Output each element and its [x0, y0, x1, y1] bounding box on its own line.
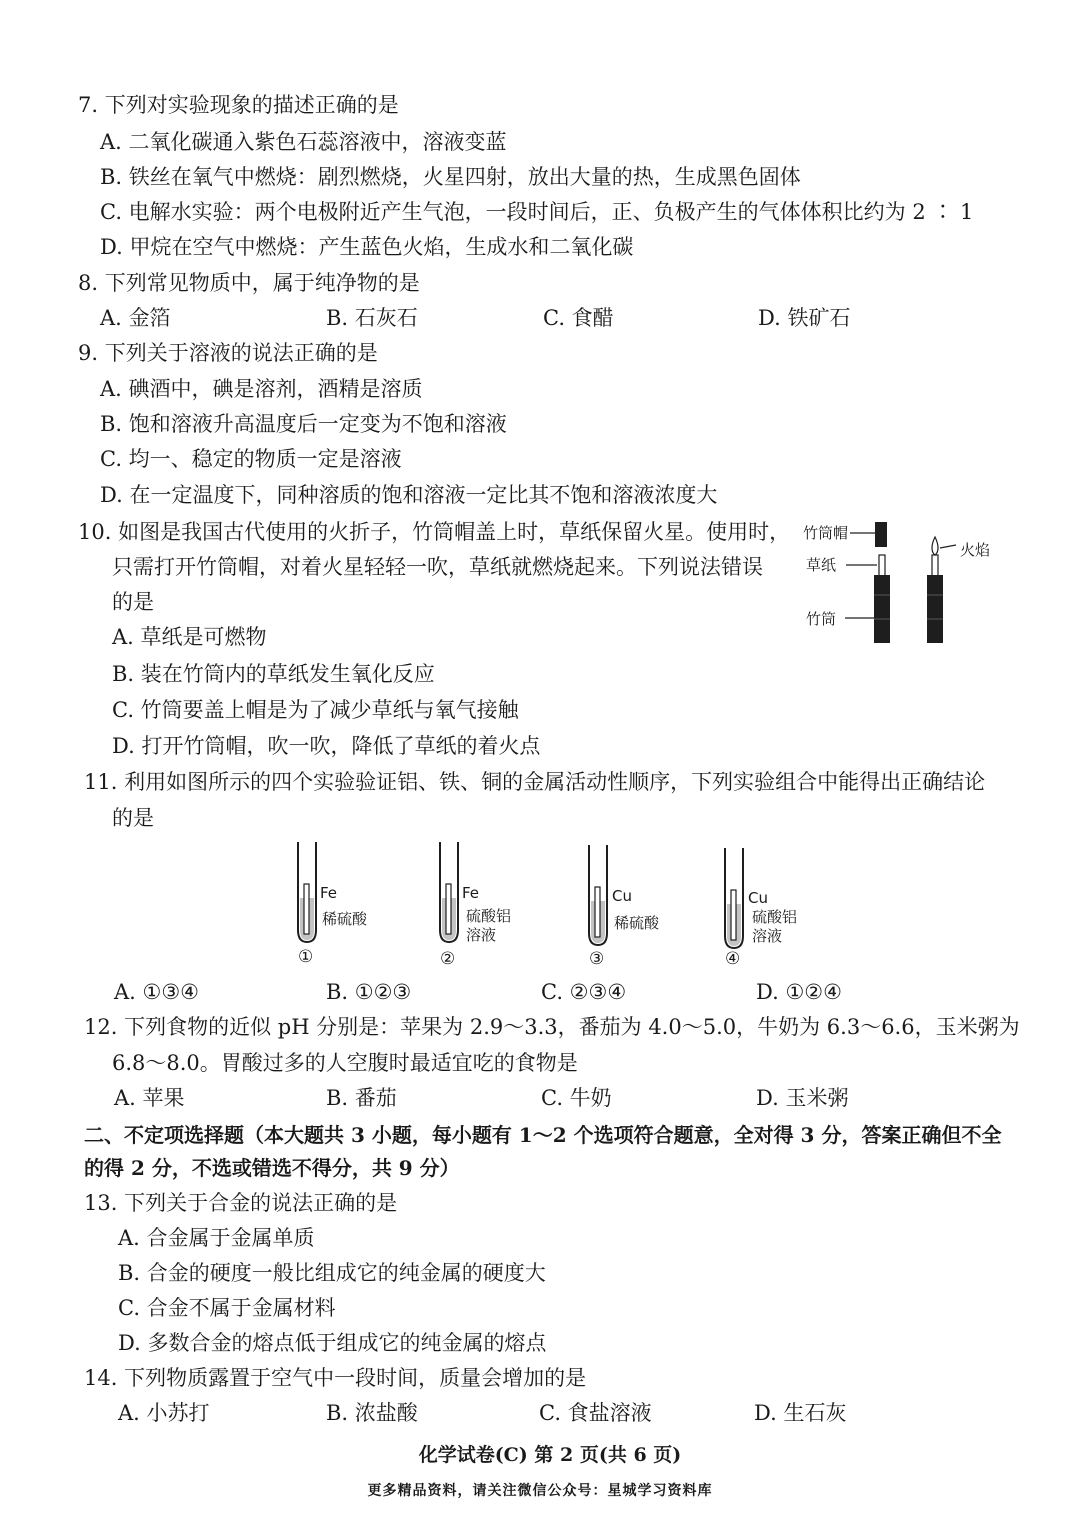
q14-option-d: D. 生石灰 — [754, 1401, 847, 1425]
bamboo-cap-icon — [875, 522, 887, 547]
q11-options — [114, 977, 1014, 1007]
q9-option-a: A. 碘酒中，碘是溶剂，酒精是溶质 — [100, 377, 423, 401]
tube-3-solution: 稀硫酸 — [614, 914, 660, 932]
bamboo-tube-icon — [874, 575, 890, 643]
q9-option-b: B. 饱和溶液升高温度后一定变为不饱和溶液 — [100, 412, 507, 436]
q12-option-a: A. 苹果 — [114, 1086, 185, 1110]
q10-option-a: A. 草纸是可燃物 — [112, 625, 267, 649]
page-footer: 化学试卷(C) 第 2 页(共 6 页) — [418, 1444, 682, 1466]
q13-option-a: A. 合金属于金属单质 — [118, 1226, 315, 1250]
q10-option-c: C. 竹筒要盖上帽是为了减少草纸与氧气接触 — [112, 698, 519, 722]
q10-stem-line-1: 10. 如图是我国古代使用的火折子，竹筒帽盖上时，草纸保留火星。使用时， — [78, 520, 791, 544]
q14-options — [118, 1398, 1018, 1428]
q13-option-b: B. 合金的硬度一般比组成它的纯金属的硬度大 — [118, 1261, 546, 1285]
q12-option-b: B. 番茄 — [326, 1086, 397, 1110]
tube-2-solution-line-2: 溶液 — [466, 926, 497, 944]
q12-option-d: D. 玉米粥 — [756, 1086, 849, 1110]
q12-stem-line-2: 6.8～8.0。胃酸过多的人空腹时最适宜吃的食物是 — [112, 1051, 578, 1075]
q7-option-a: A. 二氧化碳通入紫色石蕊溶液中，溶液变蓝 — [100, 130, 507, 154]
q14-stem: 14. 下列物质露置于空气中一段时间，质量会增加的是 — [84, 1366, 587, 1390]
tube-2-metal: Fe — [462, 884, 480, 902]
tube-4-solution-line-1: 硫酸铝 — [752, 908, 798, 926]
q7-option-c: C. 电解水实验：两个电极附近产生气泡，一段时间后，正、负极产生的气体体积比约为 2 ∶ 1 — [100, 200, 974, 224]
q13-stem: 13. 下列关于合金的说法正确的是 — [84, 1191, 398, 1215]
q13-option-d: D. 多数合金的熔点低于组成它的纯金属的熔点 — [118, 1331, 547, 1355]
q7-option-b: B. 铁丝在氧气中燃烧：剧烈燃烧，火星四射，放出大量的热，生成黑色固体 — [100, 165, 801, 189]
q12-option-c: C. 牛奶 — [541, 1086, 612, 1110]
paper-icon — [879, 555, 885, 577]
q8-options — [100, 303, 1000, 333]
q10-stem-line-2: 只需打开竹筒帽，对着火星轻轻一吹，草纸就燃烧起来。下列说法错误 — [112, 555, 763, 579]
q13-option-c: C. 合金不属于金属材料 — [118, 1296, 336, 1320]
q9-stem: 9. 下列关于溶液的说法正确的是 — [78, 341, 378, 365]
q10-option-b: B. 装在竹筒内的草纸发生氧化反应 — [112, 662, 435, 686]
tube-4-number: ④ — [725, 949, 741, 969]
q11-option-c: C. ②③④ — [541, 980, 627, 1004]
q9-option-c: C. 均一、稳定的物质一定是溶液 — [100, 447, 402, 471]
q14-option-b: B. 浓盐酸 — [326, 1401, 418, 1425]
section2-heading-line-2: 的得 2 分，不选或错选不得分，共 9 分） — [84, 1156, 460, 1180]
fig-label-paper: 草纸 — [806, 556, 837, 574]
q11-stem-line-2: 的是 — [112, 806, 154, 830]
q8-option-d: D. 铁矿石 — [758, 306, 851, 330]
q12-options — [114, 1083, 1014, 1113]
tube-2-number: ② — [440, 949, 456, 969]
q8-option-c: C. 食醋 — [543, 306, 614, 330]
leader-flame — [940, 545, 956, 548]
q8-option-a: A. 金箔 — [100, 306, 171, 330]
bamboo-tube-open-icon — [927, 575, 943, 643]
fig-label-flame: 火焰 — [960, 541, 991, 559]
tube-1-metal: Fe — [320, 884, 338, 902]
flame-icon — [932, 537, 938, 555]
q7-stem: 7. 下列对实验现象的描述正确的是 — [78, 93, 399, 117]
q10-stem-line-3: 的是 — [112, 590, 154, 614]
q8-option-b: B. 石灰石 — [326, 306, 418, 330]
q7-option-d: D. 甲烷在空气中燃烧：产生蓝色火焰，生成水和二氧化碳 — [100, 235, 634, 259]
q11-option-d: D. ①②④ — [756, 980, 842, 1004]
section2-heading-line-1: 二、不定项选择题（本大题共 3 小题，每小题有 1～2 个选项符合题意，全对得 3 分，答案正确但不全 — [84, 1123, 1002, 1147]
fire-folder-figure — [840, 515, 965, 650]
q9-option-d: D. 在一定温度下，同种溶质的饱和溶液一定比其不饱和溶液浓度大 — [100, 483, 718, 507]
tube-3-number: ③ — [589, 949, 605, 969]
q14-option-a: A. 小苏打 — [118, 1401, 210, 1425]
tube-2-solution-line-1: 硫酸铝 — [466, 907, 512, 925]
tube-3-metal: Cu — [612, 887, 632, 905]
tube-4-solution-line-2: 溶液 — [752, 927, 783, 945]
paper-burning-icon — [932, 555, 938, 577]
q8-stem: 8. 下列常见物质中，属于纯净物的是 — [78, 271, 420, 295]
fig-label-tube: 竹筒 — [806, 610, 837, 628]
q11-option-b: B. ①②③ — [326, 980, 412, 1004]
tube-1-number: ① — [298, 947, 314, 967]
q10-option-d: D. 打开竹筒帽，吹一吹，降低了草纸的着火点 — [112, 734, 541, 758]
tube-4-metal: Cu — [748, 889, 768, 907]
q11-option-a: A. ①③④ — [114, 980, 199, 1004]
q11-stem-line-1: 11. 利用如图所示的四个实验验证铝、铁、铜的金属活动性顺序，下列实验组合中能得出正确结论 — [84, 770, 986, 794]
tube-1-solution: 稀硫酸 — [322, 910, 368, 928]
fig-label-cap: 竹筒帽 — [803, 524, 849, 542]
q14-option-c: C. 食盐溶液 — [539, 1401, 652, 1425]
promo-notice: 更多精品资料，请关注微信公众号：星城学习资料库 — [367, 1483, 713, 1499]
q12-stem-line-1: 12. 下列食物的近似 pH 分别是：苹果为 2.9～3.3，番茄为 4.0～5.0，牛奶为 6.3～6.6，玉米粥为 — [84, 1015, 1020, 1039]
